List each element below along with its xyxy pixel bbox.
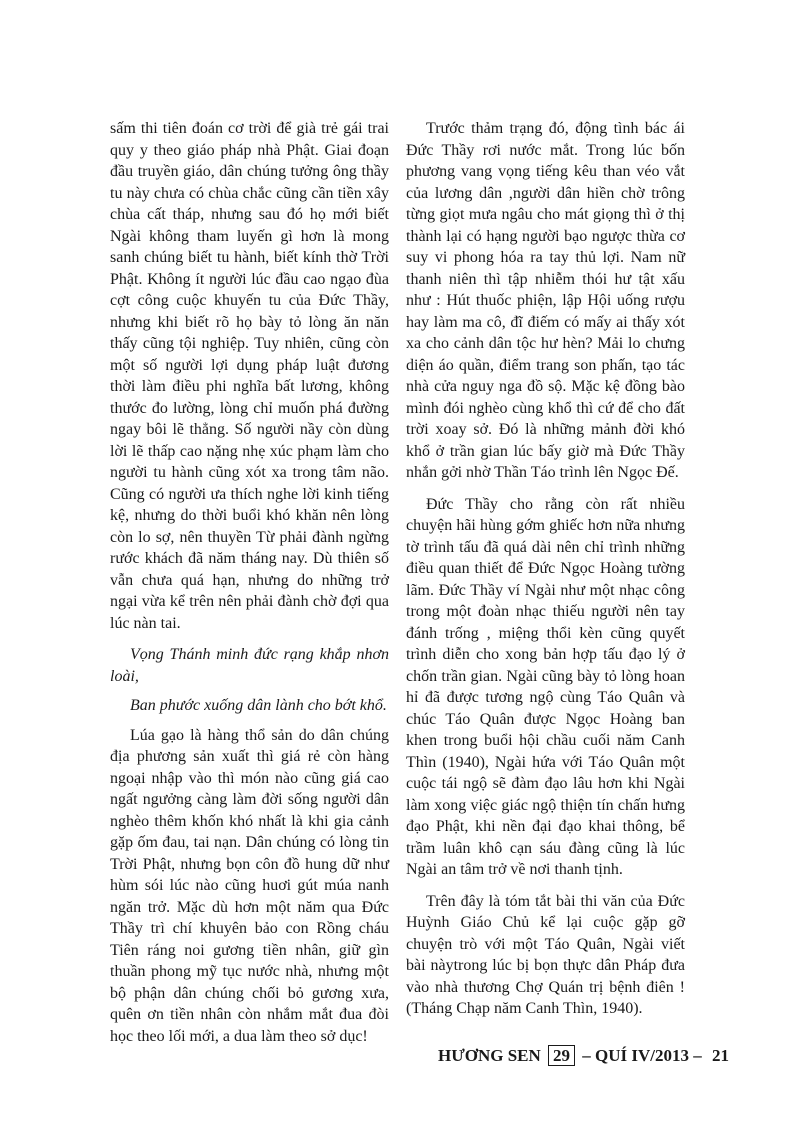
left-paragraph-2: Lúa gạo là hàng thổ sản do dân chúng địa phương sản xuất thì giá rẻ còn hàng ngoại nhập vào thì món nào cũng giá cao ngất ngưởng càng làm đời sống người dân nghèo thêm khốn khó nhất là khi gia cảnh gặp ốm đau, tai nạn. Dân chúng có lòng tin Trời Phật, nhưng bọn côn đồ hung dữ như hùm sói lúc nào cũng huơi gút múa nanh ngăn trở. Mặc dù hơn một năm qua Đức Thầy trì chí khuyên bảo con Rồng cháu Tiên ráng noi gương tiền nhân, giữ gìn thuần phong mỹ tục nước nhà, nhưng một bộ phận dân chúng chối bỏ gương xưa, quên ơn tiền nhân còn nhắm mắt đua đòi học theo lối mới, a dua làm theo sở dục! [110, 726, 389, 1045]
right-column [406, 118, 685, 1030]
magazine-name: HƯƠNG SEN [438, 1046, 541, 1065]
issue-number: 29 [548, 1045, 575, 1066]
verse-line-1: Vọng Thánh minh đức rạng khắp nhơn loài, [110, 646, 389, 685]
page-number: 21 [712, 1046, 730, 1065]
page-footer [438, 1046, 730, 1066]
verse-line-2: Ban phước xuống dân lành cho bớt khổ. [130, 697, 387, 714]
right-paragraph-1: Trước thảm trạng đó, động tình bác ái Đức Thầy rơi nước mắt. Trong lúc bốn phương vang vọng tiếng kêu than véo vắt của lương dân ,người dân hiền chờ trông từng giọt mưa ngâu cho mát giọng thì ở thị thành lại có hạng người bạo ngược thừa cơ suy vi phong hóa ra tay thủ lợi. Nam nữ thanh niên thì tập nhiễm thói hư tật xấu như : Hút thuốc phiện, lập Hội uống rượu hay làm ma cô, đĩ điếm có mấy ai thấy xót xa cho cảnh dân tộc hư hèn? Mải lo chưng diện áo quần, điểm trang son phấn, tạo tác nhà cửa nguy nga đồ sộ. Mặc kệ đồng bào mình đói nghèo cùng khổ thì cứ để cho đất trời xoay sở. Đó là những mảnh đời khó khổ ở trần gian lúc bấy giờ mà Đức Thầy nhắn gởi nhờ Thần Táo trình lên Ngọc Đế. [406, 120, 685, 481]
left-paragraph-1: sấm thi tiên đoán cơ trời để già trẻ gái trai quy y theo giáo pháp nhà Phật. Giai đoạn đầu truyền giáo, dân chúng tưởng ông thầy tu này chưa có chùa chắc cũng cần tiền xây chùa cất tháp, nhưng sau đó họ mới biết Ngài không tham luyến gì hơn là mong sanh chúng biết tu hành, biết kính thờ Trời Phật. Không ít người lúc đầu cao ngạo đùa cợt công cuộc khuyến tu của Đức Thầy, nhưng khi biết rõ họ bày tỏ lòng ăn năn thấy cũng tội nghiệp. Tuy nhiên, cũng còn một số người lợi dụng pháp luật đương thời làm điều phi nghĩa bất lương, không thước đo lường, lòng chỉ muốn phá đường ngay bôi lẽ thẳng. Số người nầy còn dùng lời lẽ thấp cao nặng nhẹ xúc phạm làm cho người tu hành cũng xót xa trong tâm não. Cũng có người ưa thích nghe lời kinh tiếng kệ, nhưng do thời buổi khó khăn nên lòng còn lo sợ, nên thuyền Từ phải đành ngừng rước khách đã năm tháng nay. Dù thiên số vẫn chưa quá hạn, nhưng do những trở ngại vừa kể trên nên phải đành chờ đợi qua lúc nàn tai. [110, 120, 389, 632]
left-column [110, 118, 389, 1057]
right-paragraph-2: Đức Thầy cho rằng còn rất nhiều chuyện hãi hùng gớm ghiếc hơn nữa nhưng tờ trình tấu đã quá dài nên chỉ trình những điều quan thiết để Đức Ngọc Hoàng tường lãm. Đức Thầy ví Ngài như một nhạc công trong một đoàn nhạc thiếu người nên tay đánh trống , miệng thổi kèn cũng quyết trình diễn cho xong bản hợp tấu đạo lý ở chốn trần gian. Ngài cũng bày tỏ lòng hoan hỉ đã được tương ngộ cùng Táo Quân và chúc Táo Quân được Ngọc Hoàng ban khen trong buổi hội chầu cuối năm Canh Thìn (1940), Ngài hứa với Táo Quân một cuộc tái ngộ sẽ đàm đạo lâu hơn khi Ngài làm xong việc giác ngộ thiện tín chấn hưng đạo Phật, khi nền đại đạo khai thông, bể trầm luân khô cạn sáu đàng cũng là lúc Ngài an tâm trở về nơi thanh tịnh. [406, 495, 685, 878]
right-paragraph-3: Trên đây là tóm tắt bài thi văn của Đức Huỳnh Giáo Chủ kể lại cuộc gặp gỡ chuyện trò với một Táo Quân, Ngài viết bài nàytrong lúc bị bọn thực dân Pháp đưa vào nhà thương Chợ Quán trị bệnh điên ! (Tháng Chạp năm Canh Thìn, 1940). [406, 892, 685, 1017]
issue-quarter: – QUÍ IV/2013 – [582, 1046, 702, 1065]
